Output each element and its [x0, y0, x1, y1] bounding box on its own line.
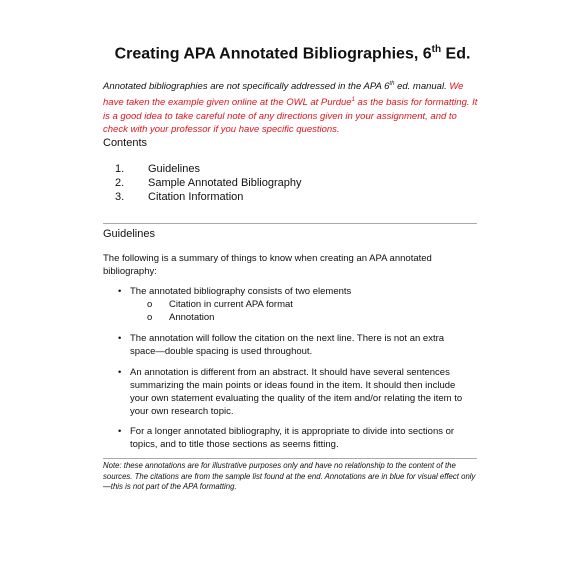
toc-label: Citation Information: [148, 191, 244, 203]
toc-label: Guidelines: [148, 163, 200, 175]
guidelines-heading: Guidelines: [103, 228, 155, 240]
sub-bullet-text: Citation in current APA format: [169, 299, 293, 310]
section-divider: [103, 223, 477, 224]
circle-bullet-icon: o: [147, 312, 153, 323]
footnote-divider: [103, 458, 477, 459]
toc-number: 1.: [115, 163, 125, 175]
intro-paragraph: [103, 78, 483, 137]
sub-bullet-text: Annotation: [169, 312, 215, 323]
bullet-text: The annotation will follow the citation on the next line. There is not an extra space—double spacing is used throughout.: [130, 333, 445, 357]
toc-number: 2.: [115, 177, 125, 189]
intro-text-1: Annotated bibliographies are not specifically addressed in the APA 6: [103, 81, 390, 93]
page-title: [0, 44, 585, 63]
intro-red-text-2: as the basis for formatting. It is a good idea to take careful note of any directions given in your assignment, and to check with your professor if you have specific questions.: [103, 96, 478, 136]
toc-number: 3.: [115, 191, 125, 203]
contents-heading: Contents: [103, 137, 148, 149]
intro-red-text-1: We have taken the example given online at the OWL at Purdue: [103, 81, 464, 108]
guidelines-intro: The following is a summary of things to know when creating an APA annotated bibliography:: [103, 253, 432, 277]
intro-text-2: ed. manual.: [394, 81, 450, 93]
bullet-icon: •: [118, 426, 122, 437]
bullet-icon: •: [118, 286, 122, 297]
intro-superscript: th: [389, 81, 395, 87]
title-text: Creating APA Annotated Bibliographies, 6: [114, 45, 432, 63]
bullet-icon: •: [118, 333, 122, 344]
toc-item: [115, 176, 302, 190]
bullet-icon: •: [118, 367, 122, 378]
toc-item: [115, 162, 302, 176]
toc-item: [115, 190, 302, 204]
toc-label: Sample Annotated Bibliography: [148, 177, 302, 189]
circle-bullet-icon: o: [147, 299, 153, 310]
title-superscript: th: [431, 44, 442, 55]
footnote-note: Note: these annotations are for illustrative purposes only and have no relationship to the content of the sources. The citations are from the sample list found at the end. Annotations are in blue for visual effect only—this is not part of the APA formatting.: [103, 461, 476, 492]
footnote-marker: 1: [351, 96, 355, 103]
bullet-text: The annotated bibliography consists of two elements: [130, 286, 352, 297]
bullet-text: For a longer annotated bibliography, it is appropriate to divide into sections or topics, and to title those sections as seems fitting.: [130, 426, 455, 450]
bullet-text: An annotation is different from an abstract. It should have several sentences summarizing the main points or ideas found in the item. It should then include your own statement evaluating the quality of the item and/or relating the item to your own research topic.: [130, 367, 463, 417]
title-tail: Ed.: [441, 45, 471, 63]
table-of-contents: [115, 162, 302, 204]
